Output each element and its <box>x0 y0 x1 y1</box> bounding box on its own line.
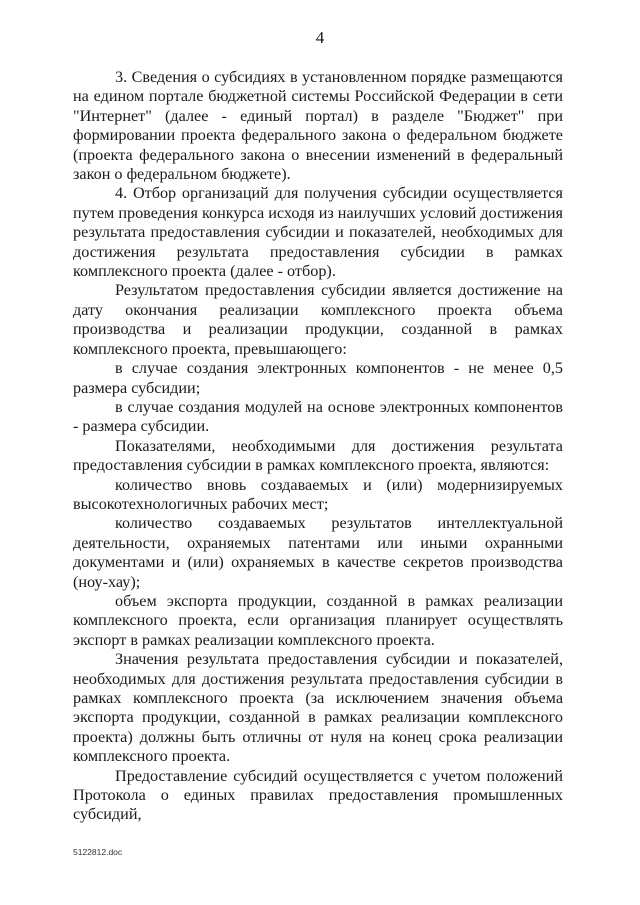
paragraph-subsidy-info-placement: 3. Сведения о субсидиях в установленном порядке размещаются на едином портале бюджетной системы Российской Федерации в сети "Интернет" (далее - единый портал) в разделе "Бюджет" при формировании проекта федерального закона о федеральном бюджете (проекта федерального закона о внесении изменений в федеральный закон о федеральном бюджете). <box>73 68 563 184</box>
footer-filename: 5122812.doc <box>73 847 123 857</box>
paragraph-indicators-intro: Показателями, необходимыми для достижения результата предоставления субсидии в рамках комплексного проекта, являются: <box>73 436 563 475</box>
paragraph-modules-case: в случае создания модулей на основе электронных компонентов - размера субсидии. <box>73 397 563 436</box>
paragraph-electronic-components-case: в случае создания электронных компонентов - не менее 0,5 размера субсидии; <box>73 359 563 397</box>
paragraph-nonzero-values: Значения результата предоставления субсидии и показателей, необходимых для достижения результата предоставления субсидии в рамках комплексного проекта (за исключением значения объема экспорта продукции, созданной в рамках реализации комплексного проекта) должны быть отличны от нуля на конец срока реализации комплексного проекта. <box>73 650 563 766</box>
paragraph-indicator-export: объем экспорта продукции, созданной в рамках реализации комплексного проекта, если организация планирует осуществлять экспорт в рамках реализации комплексного проекта. <box>73 591 563 649</box>
paragraph-indicator-workplaces: количество вновь создаваемых и (или) модернизируемых высокотехнологичных рабочих мест; <box>73 475 563 513</box>
paragraph-protocol-rules: Предоставление субсидий осуществляется с учетом положений Протокола о единых правилах предоставления промышленных субсидий, <box>73 766 563 824</box>
document-body <box>73 68 563 825</box>
paragraph-indicator-intellectual-property: количество создаваемых результатов интеллектуальной деятельности, охраняемых патентами или иными охранными документами и (или) охраняемых в качестве секретов производства (ноу-хау); <box>73 514 563 591</box>
paragraph-subsidy-result: Результатом предоставления субсидии является достижение на дату окончания реализации комплексного проекта объема производства и реализации продукции, созданной в рамках комплексного проекта, превышающего: <box>73 281 563 358</box>
page-number: 4 <box>315 28 325 47</box>
paragraph-selection-of-organizations: 4. Отбор организаций для получения субсидии осуществляется путем проведения конкурса исходя из наилучших условий достижения результата предоставления субсидии и показателей, необходимых для достижения результата предоставления субсидии в рамках комплексного проекта (далее - отбор). <box>73 184 563 281</box>
